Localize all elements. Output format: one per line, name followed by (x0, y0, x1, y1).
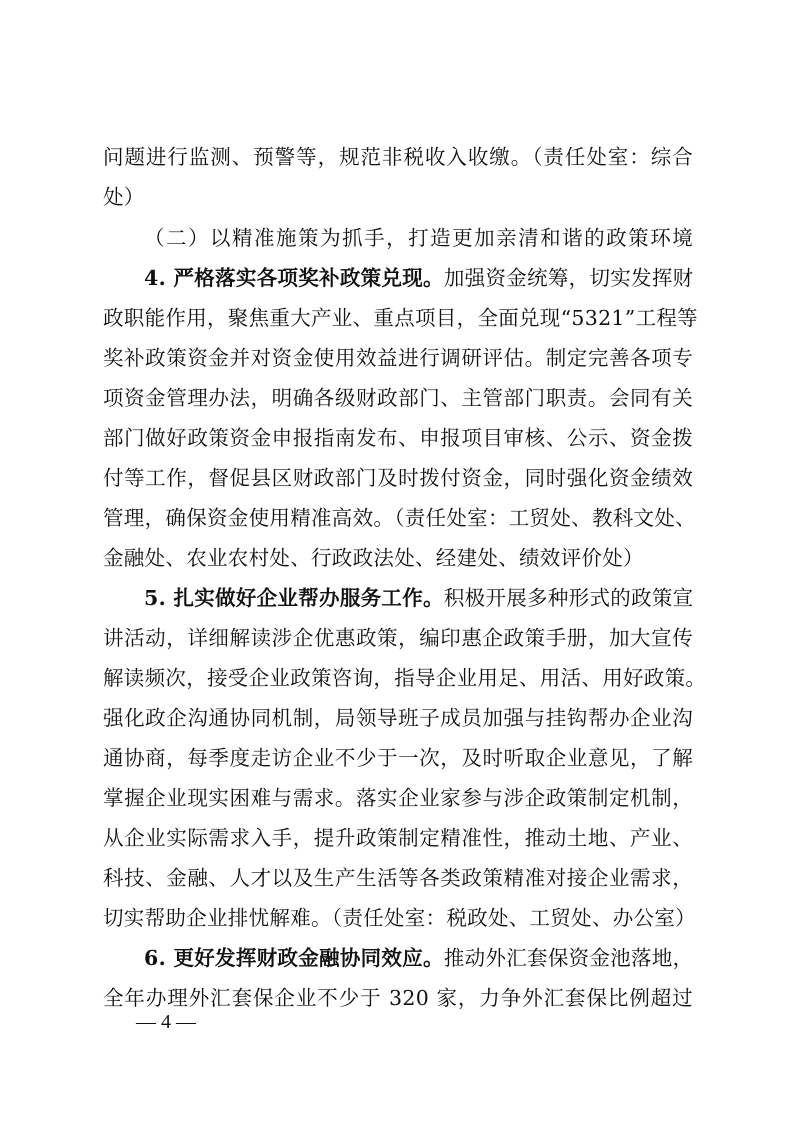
body-text-line (103, 662, 707, 694)
line-text: 全年办理外汇套保企业不少于 320 家，力争外汇套保比例超过 (103, 986, 693, 1010)
line-text: 管理，确保资金使用精准高效。（责任处室：工贸处、教科文处、 (103, 506, 696, 530)
item-heading: 4. 严格落实各项奖补政策兑现。 (144, 266, 444, 290)
page-number: — 4 — (136, 1011, 196, 1033)
body-text-line (103, 181, 693, 213)
body-text-line (103, 141, 693, 173)
body-text-line (103, 862, 693, 894)
line-text: 部门做好政策资金申报指南发布、申报项目审核、公示、资金拨 (103, 426, 693, 450)
line-text: 强化政企沟通协同机制，局领导班子成员加强与挂钩帮办企业沟 (103, 706, 693, 730)
body-text-line (103, 422, 693, 454)
item-line (144, 582, 693, 614)
line-text: 加强资金统筹，切实发挥财 (443, 266, 694, 290)
body-text-line (103, 502, 696, 534)
body-text-line (103, 782, 693, 814)
line-text: 科技、金融、人才以及生产生活等各类政策精准对接企业需求， (103, 866, 693, 890)
body-text-line (103, 342, 693, 374)
line-text: 政职能作用，聚焦重大产业、重点项目，全面兑现“5321”工程等 (103, 306, 698, 330)
body-text-line (103, 622, 693, 654)
line-text: 推动外汇套保资金池落地， (443, 946, 694, 970)
body-text-line (103, 382, 693, 414)
line-text: 金融处、农业农村处、行政政法处、经建处、绩效评价处） (103, 546, 644, 570)
item-line (144, 942, 693, 974)
line-text: 讲活动，详细解读涉企优惠政策，编印惠企政策手册，加大宣传 (103, 626, 693, 650)
line-text: 付等工作，督促县区财政部门及时拨付资金，同时强化资金绩效 (103, 466, 693, 490)
line-text: 项资金管理办法，明确各级财政部门、主管部门职责。会同有关 (103, 386, 693, 410)
body-text-line (103, 542, 693, 574)
line-text: 通协商，每季度走访企业不少于一次，及时听取企业意见，了解 (103, 746, 693, 770)
body-text-line (103, 702, 693, 734)
body-text-line (103, 742, 693, 774)
section-heading (144, 222, 693, 254)
body-text-line (103, 302, 698, 334)
line-text: 奖补政策资金并对资金使用效益进行调研评估。制定完善各项专 (103, 346, 693, 370)
line-text: 积极开展多种形式的政策宣 (443, 586, 694, 610)
line-text: 掌握企业现实困难与需求。落实企业家参与涉企政策制定机制， (103, 786, 693, 810)
item-heading: 6. 更好发挥财政金融协同效应。 (144, 946, 444, 970)
body-text-line (103, 902, 696, 934)
section-heading-text: （二）以精准施策为抓手，打造更加亲清和谐的政策环境 (144, 226, 693, 250)
item-heading: 5. 扎实做好企业帮办服务工作。 (144, 586, 444, 610)
line-text: 问题进行监测、预警等，规范非税收入收缴。（责任处室：综合 (103, 145, 693, 169)
line-text: 切实帮助企业排忧解难。（责任处室：税政处、工贸处、办公室） (103, 906, 696, 930)
line-text: 解读频次，接受企业政策咨询，指导企业用足、用活、用好政策。 (103, 666, 707, 690)
body-text-line (103, 462, 693, 494)
body-text-line (103, 822, 693, 854)
line-text: 从企业实际需求入手，提升政策制定精准性，推动土地、产业、 (103, 826, 693, 850)
line-text: 处） (103, 185, 145, 209)
item-line (144, 262, 693, 294)
